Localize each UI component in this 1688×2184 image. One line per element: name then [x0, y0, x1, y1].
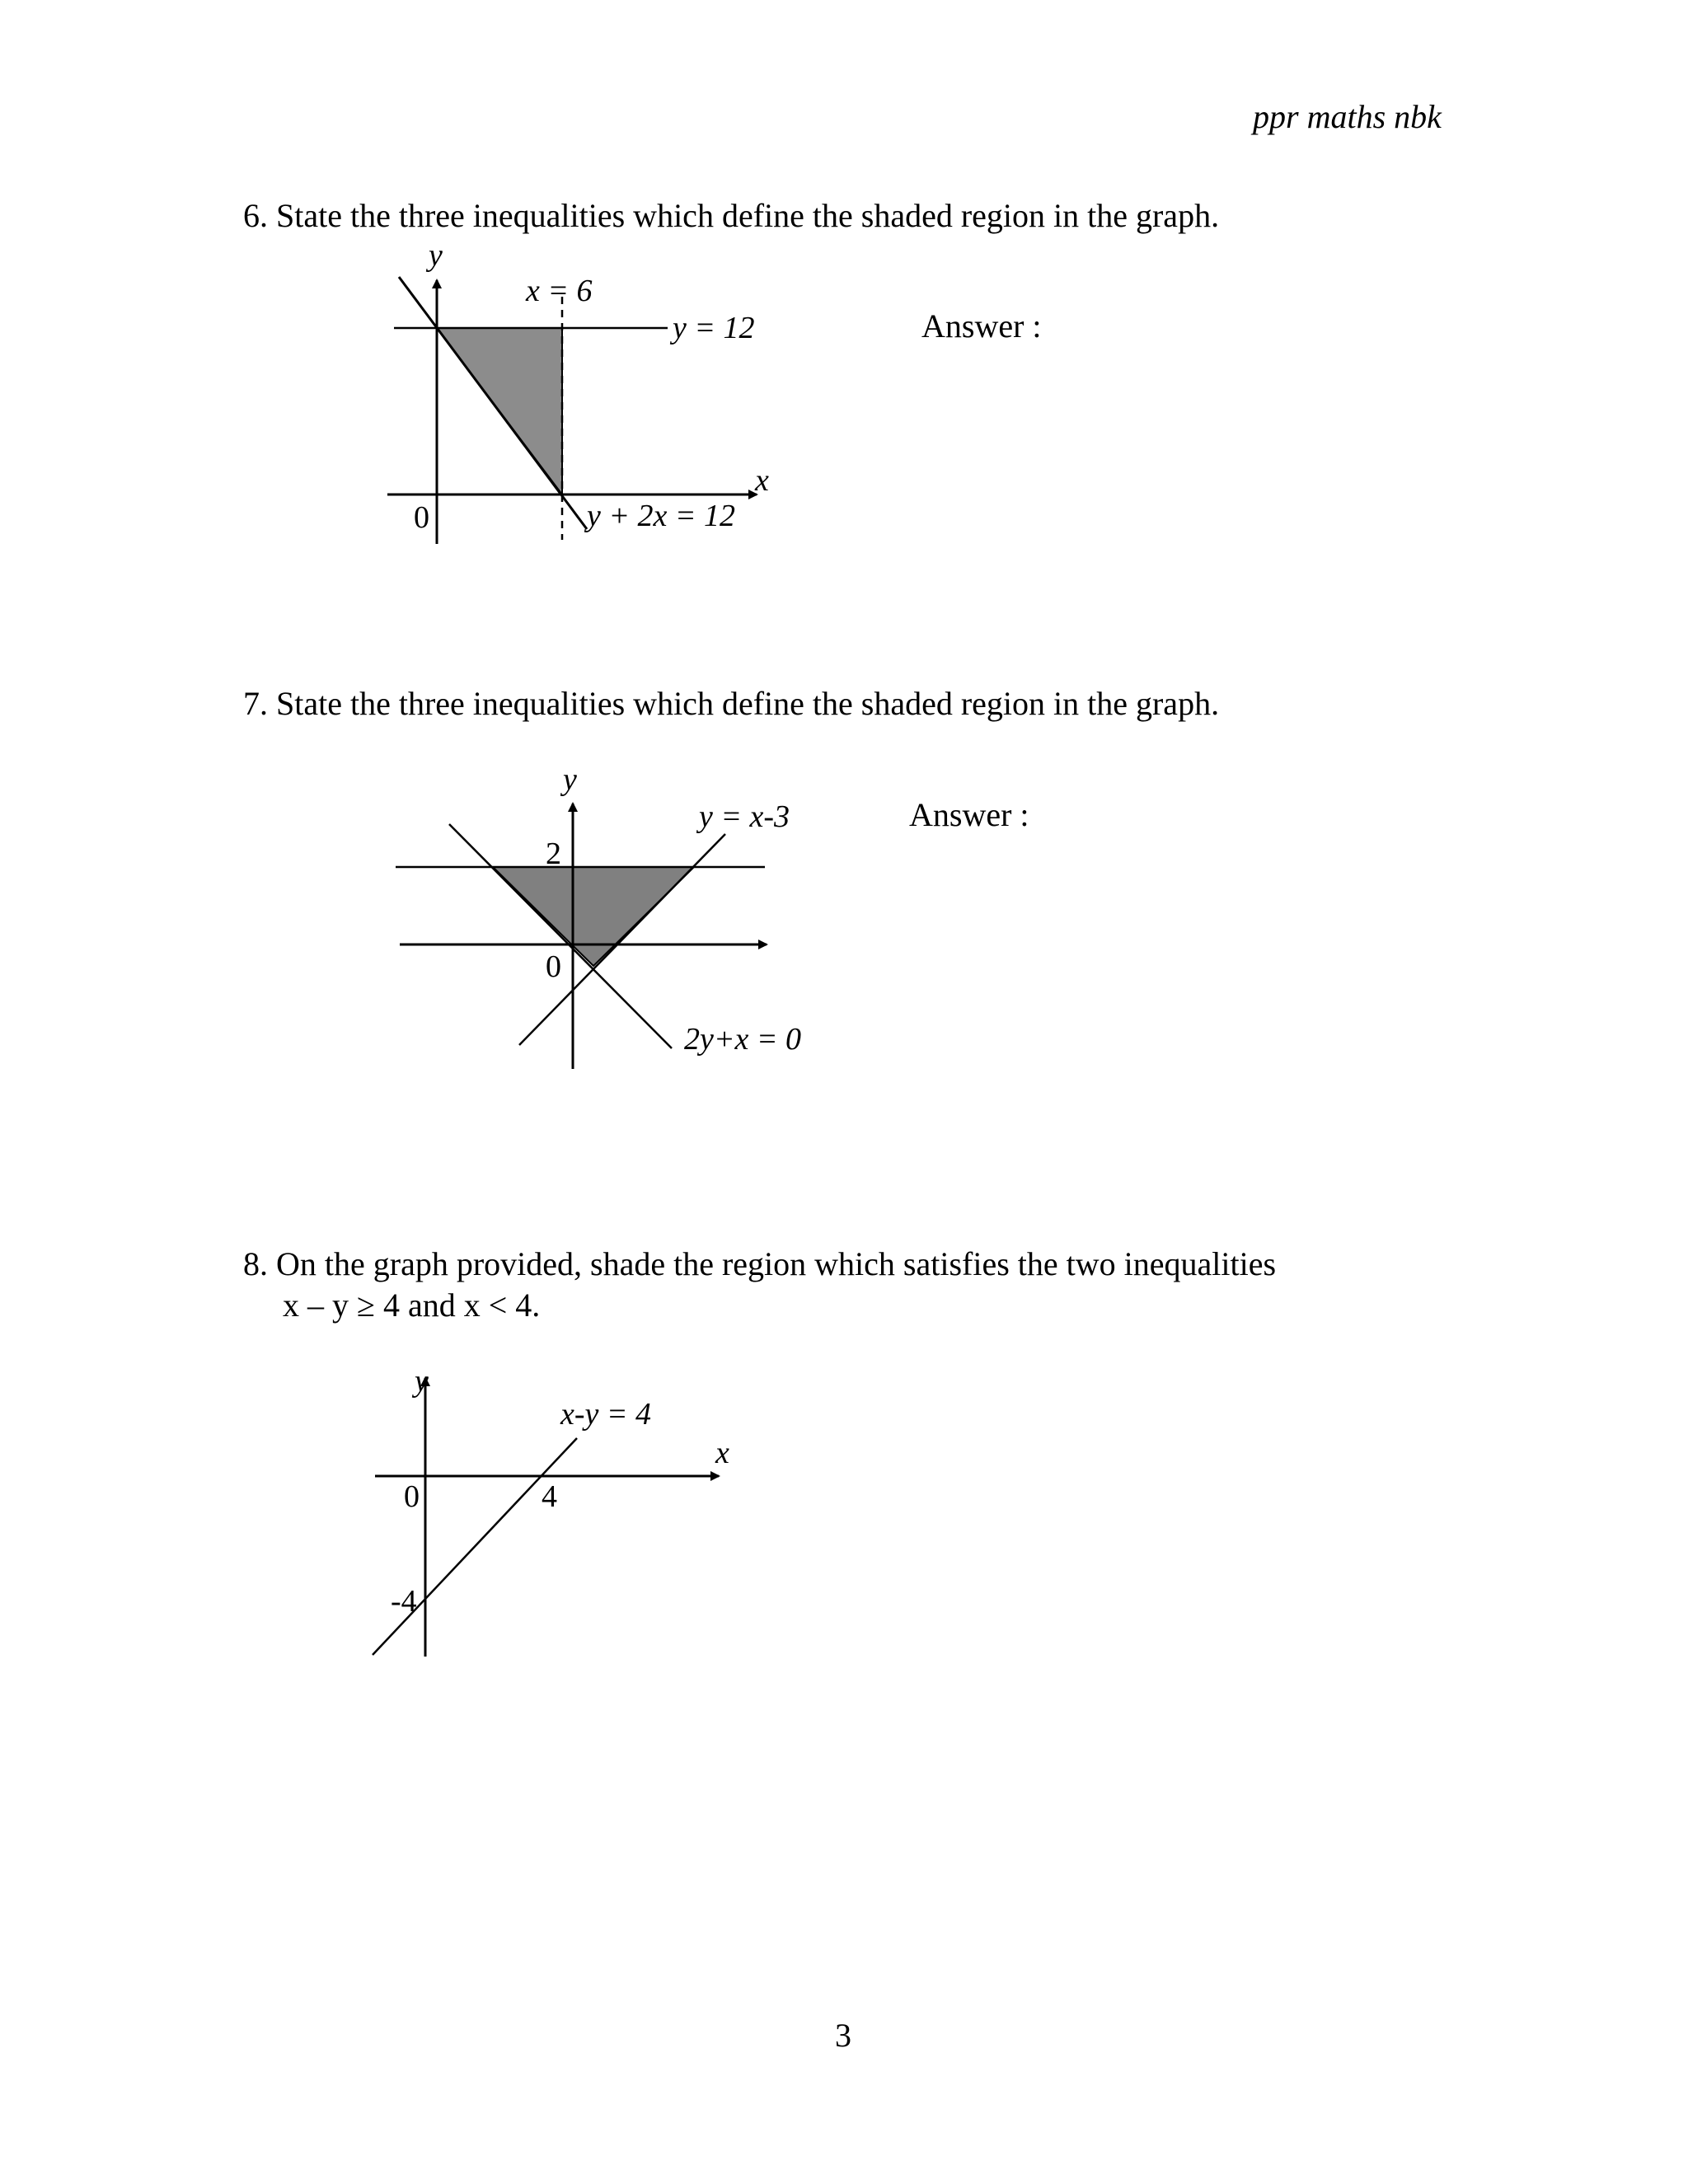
q6-diag-label: y + 2x = 12 [587, 499, 736, 533]
question-6-answer-label: Answer : [921, 307, 1042, 344]
q6-hline-label: y = 12 [673, 311, 755, 345]
question-6-text: 6. State the three inequalities which define the shaded region in the graph. [243, 197, 1220, 234]
q8-line-label: x-y = 4 [560, 1397, 652, 1432]
q8-y-axis-label: y [415, 1364, 429, 1399]
q8-y-intercept-label: -4 [391, 1584, 417, 1619]
q7-line2-label: 2y+x = 0 [684, 1022, 802, 1057]
q6-x-axis-label: x [755, 463, 769, 498]
question-8-text: 8. On the graph provided, shade the region which satisfies the two inequalities [243, 1245, 1277, 1282]
question-7-text: 7. State the three inequalities which define the shaded region in the graph. [243, 685, 1220, 722]
q7-y-axis-label: y [563, 762, 577, 797]
question-7-answer-label: Answer : [909, 796, 1029, 833]
q8-x-axis-label: x [715, 1436, 729, 1470]
graph-q7 [396, 762, 801, 1069]
q6-y-axis-label: y [429, 238, 443, 273]
q6-vline-label: x = 6 [526, 274, 593, 308]
page-header: ppr maths nbk [1253, 98, 1442, 135]
graph-q6 [387, 238, 769, 544]
q7-shaded-region [493, 867, 694, 966]
page-number: 3 [835, 2017, 851, 2054]
q8-line-x-y-4 [373, 1438, 577, 1655]
question-8-inequalities-text: x – y ≥ 4 and x < 4. [283, 1286, 541, 1324]
q7-tick-2-label: 2 [546, 837, 561, 871]
q8-origin-label: 0 [404, 1479, 420, 1514]
q8-x-intercept-label: 4 [542, 1479, 557, 1514]
q7-line1-label: y = x-3 [699, 799, 790, 834]
graph-q8 [373, 1364, 729, 1657]
q7-origin-label: 0 [546, 949, 561, 984]
q6-origin-label: 0 [414, 500, 429, 535]
